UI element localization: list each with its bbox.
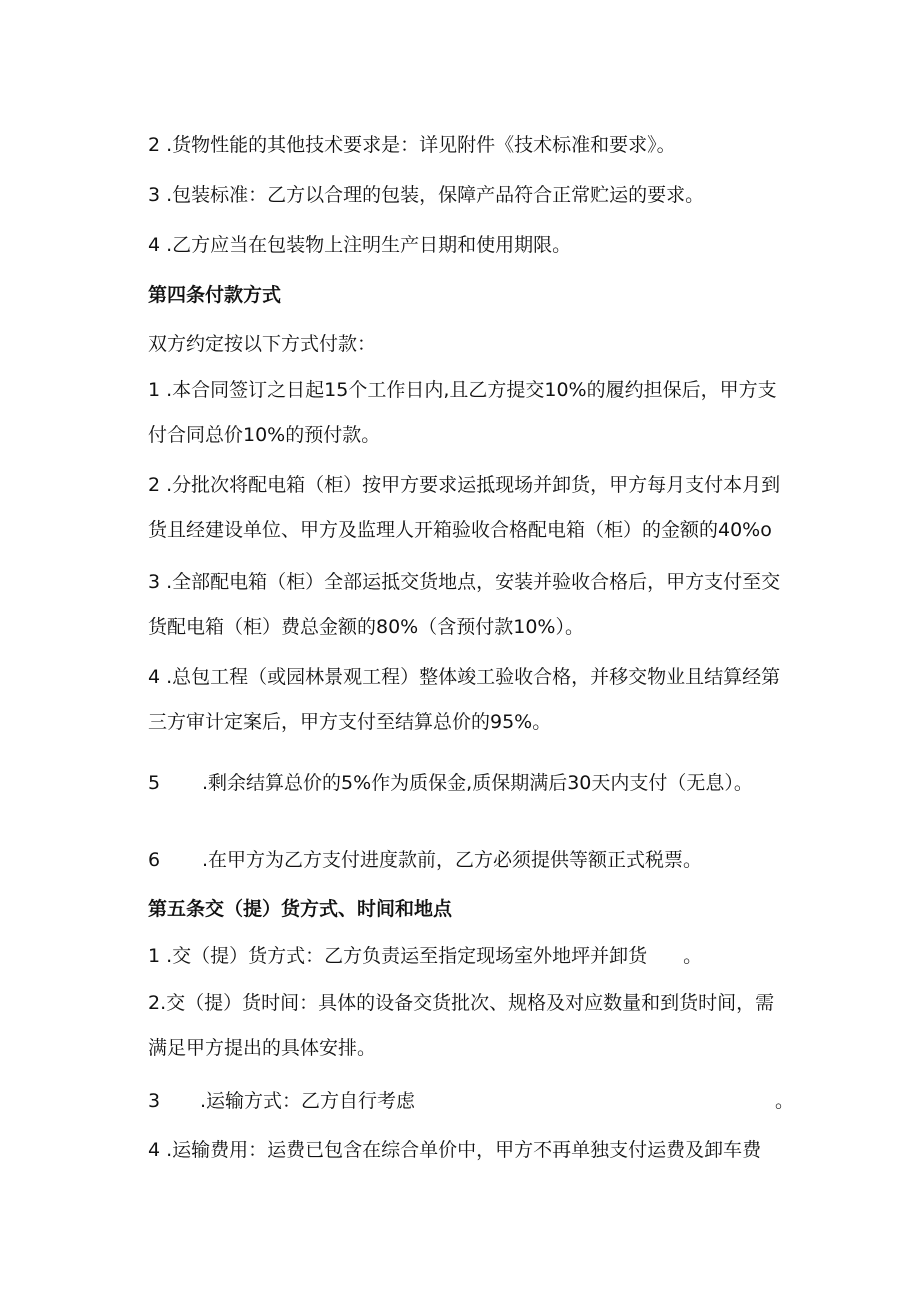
payment-item-6-number: 6 — [148, 849, 161, 871]
payment-item-1-line-1: 1 .本合同签订之日起15个工作日内,且乙方提交10%的履约担保后，甲方支 — [148, 379, 777, 401]
packaging-standard-item: 3 .包装标准：乙方以合理的包装，保障产品符合正常贮运的要求。 — [148, 184, 705, 206]
packaging-label-item: 4 .乙方应当在包装物上注明生产日期和使用期限。 — [148, 234, 572, 256]
payment-item-3-line-1: 3 .全部配电箱（柜）全部运抵交货地点，安装并验收合格后，甲方支付至交 — [148, 571, 781, 593]
payment-intro: 双方约定按以下方式付款： — [148, 333, 377, 355]
payment-item-2-line-2: 货且经建设单位、甲方及监理人开箱验收合格配电箱（柜）的金额的40%o — [148, 519, 772, 541]
payment-item-6-text: .在甲方为乙方支付进度款前，乙方必须提供等额正式税票。 — [202, 849, 703, 871]
payment-item-4-line-1: 4 .总包工程（或园林景观工程）整体竣工验收合格，并移交物业且结算经第 — [148, 666, 781, 688]
delivery-item-1-text: 1 .交（提）货方式：乙方负责运至指定现场室外地坪并卸货 — [148, 945, 648, 967]
payment-item-1-line-2: 付合同总价10%的预付款。 — [148, 424, 381, 446]
payment-item-6 — [148, 849, 828, 871]
payment-item-3-line-2: 货配电箱（柜）费总金额的80%（含预付款10%）。 — [148, 616, 584, 638]
delivery-item-3-number: 3 — [148, 1090, 161, 1112]
section-5-heading: 第五条交（提）货方式、时间和地点 — [148, 898, 453, 920]
payment-item-3 — [148, 571, 828, 638]
delivery-item-3-end: 。 — [775, 1090, 795, 1112]
payment-item-1 — [148, 379, 828, 446]
delivery-item-2-line-1: 2.交（提）货时间：具体的设备交货批次、规格及对应数量和到货时间，需 — [148, 992, 775, 1014]
payment-item-5 — [148, 772, 828, 794]
delivery-item-1-end: 。 — [683, 945, 703, 967]
delivery-item-2-line-2: 满足甲方提出的具体安排。 — [148, 1037, 377, 1059]
payment-item-2-line-1: 2 .分批次将配电箱（柜）按甲方要求运抵现场并卸货，甲方每月支付本月到 — [148, 474, 781, 496]
payment-item-4-line-2: 三方审计定案后，甲方支付至结算总价的95%。 — [148, 711, 552, 733]
delivery-item-3-text: .运输方式：乙方自行考虑 — [200, 1090, 416, 1112]
payment-item-4 — [148, 666, 828, 733]
payment-item-2 — [148, 474, 828, 541]
delivery-item-3 — [148, 1090, 828, 1112]
delivery-item-4: 4 .运输费用：运费已包含在综合单价中，甲方不再单独支付运费及卸车费 — [148, 1139, 762, 1161]
payment-item-5-number: 5 — [148, 772, 161, 794]
delivery-item-2 — [148, 992, 828, 1059]
payment-item-5-text: .剩余结算总价的5%作为质保金,质保期满后30天内支付（无息）。 — [202, 772, 753, 794]
delivery-item-1 — [148, 945, 828, 967]
tech-requirements-item: 2 .货物性能的其他技术要求是：详见附件《技术标准和要求》。 — [148, 134, 676, 156]
section-4-heading: 第四条付款方式 — [148, 284, 282, 306]
